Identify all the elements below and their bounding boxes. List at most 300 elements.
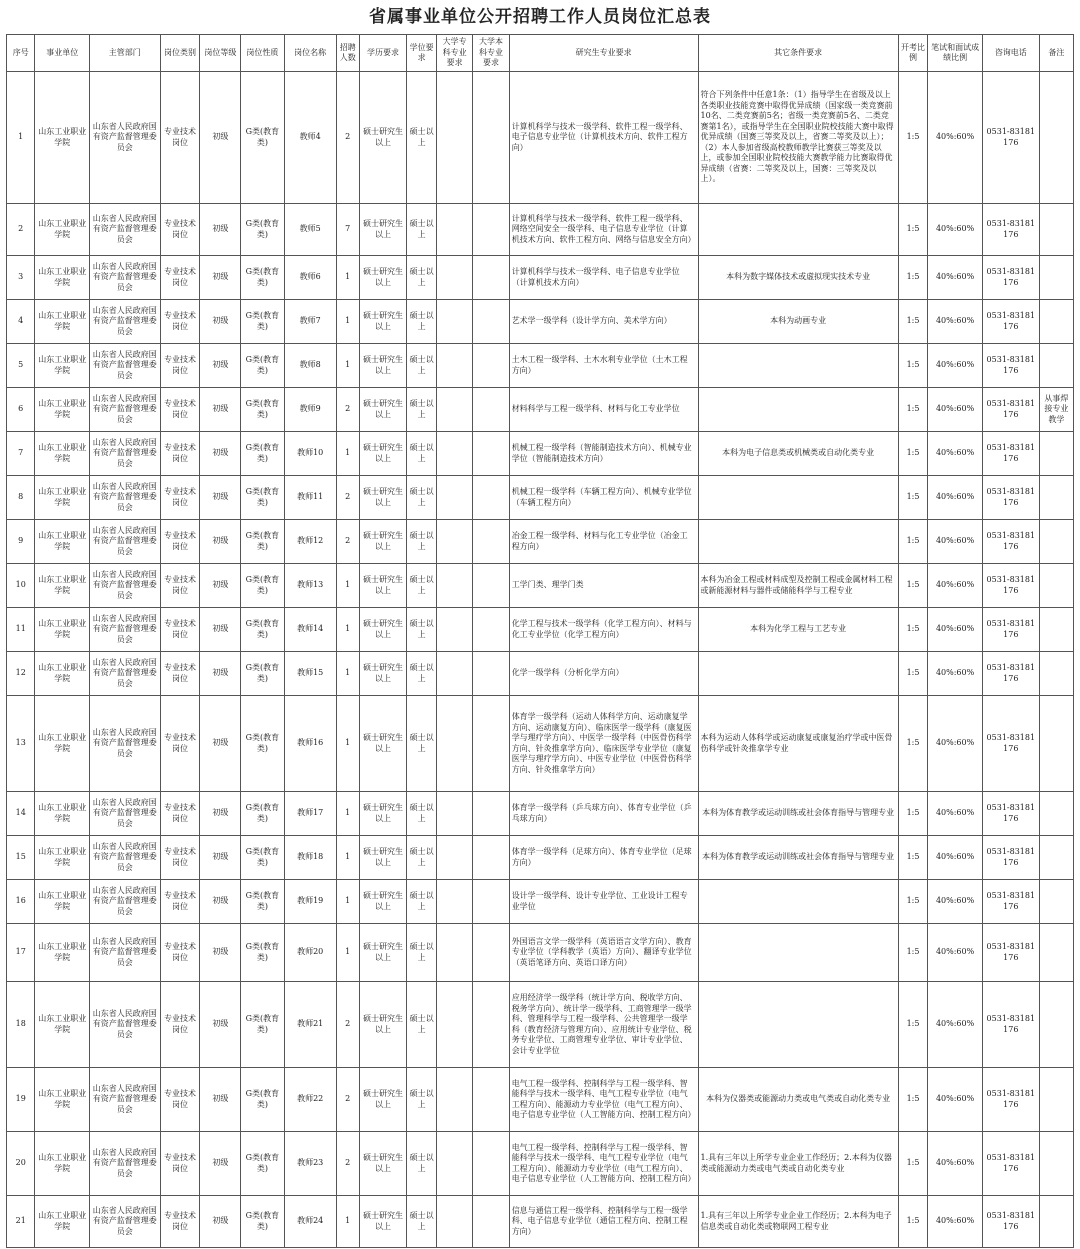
- cell-bachelor: [473, 1196, 509, 1248]
- cell-phone: 0531-83181176: [982, 1132, 1039, 1196]
- cell-score: 40%:60%: [928, 300, 983, 344]
- cell-level: 初级: [200, 256, 241, 300]
- cell-degree: 硕士以上: [407, 1068, 437, 1132]
- cell-note: [1039, 256, 1073, 300]
- cell-nature: G类(教育类): [241, 608, 284, 652]
- cell-category: 专业技术岗位: [160, 608, 200, 652]
- cell-nature: G类(教育类): [241, 72, 284, 204]
- cell-other: 本科为数字媒体技术或虚拟现实技术专业: [698, 256, 898, 300]
- cell-edu: 硕士研究生以上: [359, 792, 407, 836]
- cell-phone: 0531-83181176: [982, 564, 1039, 608]
- cell-grad: 计算机科学与技术一级学科、软件工程一级学科、网络空间安全一级学科、电子信息专业学位（计算机技术方向、软件工程方向、网络与信息安全方向）: [509, 204, 698, 256]
- cell-degree: 硕士以上: [407, 836, 437, 880]
- cell-count: 1: [336, 792, 359, 836]
- cell-note: [1039, 432, 1073, 476]
- cell-degree: 硕士以上: [407, 72, 437, 204]
- cell-ratio: 1:5: [898, 652, 928, 696]
- table-row: [7, 1132, 1074, 1196]
- cell-degree: 硕士以上: [407, 388, 437, 432]
- cell-edu: 硕士研究生以上: [359, 520, 407, 564]
- cell-level: 初级: [200, 388, 241, 432]
- cell-count: 2: [336, 72, 359, 204]
- cell-degree: 硕士以上: [407, 476, 437, 520]
- cell-bachelor: [473, 256, 509, 300]
- cell-category: 专业技术岗位: [160, 344, 200, 388]
- cell-grad: 信息与通信工程一级学科、控制科学与工程一级学科、电子信息专业学位（通信工程方向、控制工程方向）: [509, 1196, 698, 1248]
- table-row: [7, 72, 1074, 204]
- cell-name: 教师10: [284, 432, 336, 476]
- cell-phone: 0531-83181176: [982, 792, 1039, 836]
- cell-unit: 山东工业职业学院: [35, 520, 90, 564]
- cell-count: 2: [336, 388, 359, 432]
- cell-note: [1039, 1196, 1073, 1248]
- cell-grad: 外国语言文学一级学科（英语语言文学方向）、教育专业学位（学科教学（英语）方向）、翻译专业学位（英语笔译方向、英语口译方向）: [509, 924, 698, 982]
- cell-nature: G类(教育类): [241, 256, 284, 300]
- cell-score: 40%:60%: [928, 564, 983, 608]
- cell-phone: 0531-83181176: [982, 476, 1039, 520]
- cell-no: 12: [7, 652, 35, 696]
- cell-phone: 0531-83181176: [982, 652, 1039, 696]
- cell-grad: 设计学一级学科、设计专业学位、工业设计工程专业学位: [509, 880, 698, 924]
- cell-junior: [436, 608, 472, 652]
- cell-note: [1039, 652, 1073, 696]
- cell-phone: 0531-83181176: [982, 1068, 1039, 1132]
- cell-ratio: 1:5: [898, 608, 928, 652]
- cell-category: 专业技术岗位: [160, 982, 200, 1068]
- cell-unit: 山东工业职业学院: [35, 388, 90, 432]
- table-header-row: [7, 35, 1074, 72]
- cell-level: 初级: [200, 836, 241, 880]
- cell-grad: 冶金工程一级学科、材料与化工专业学位（冶金工程方向）: [509, 520, 698, 564]
- cell-bachelor: [473, 1132, 509, 1196]
- cell-phone: 0531-83181176: [982, 204, 1039, 256]
- cell-bachelor: [473, 880, 509, 924]
- cell-dept: 山东省人民政府国有资产监督管理委员会: [90, 608, 161, 652]
- cell-category: 专业技术岗位: [160, 792, 200, 836]
- cell-dept: 山东省人民政府国有资产监督管理委员会: [90, 300, 161, 344]
- cell-unit: 山东工业职业学院: [35, 432, 90, 476]
- cell-grad: 体育学一级学科（乒乓球方向）、体育专业学位（乒乓球方向）: [509, 792, 698, 836]
- table-row: [7, 476, 1074, 520]
- cell-nature: G类(教育类): [241, 1132, 284, 1196]
- cell-bachelor: [473, 652, 509, 696]
- cell-name: 教师22: [284, 1068, 336, 1132]
- cell-dept: 山东省人民政府国有资产监督管理委员会: [90, 1068, 161, 1132]
- cell-grad: 机械工程一级学科（车辆工程方向）、机械专业学位（车辆工程方向）: [509, 476, 698, 520]
- cell-score: 40%:60%: [928, 1132, 983, 1196]
- cell-bachelor: [473, 300, 509, 344]
- cell-count: 1: [336, 880, 359, 924]
- cell-nature: G类(教育类): [241, 564, 284, 608]
- cell-unit: 山东工业职业学院: [35, 982, 90, 1068]
- cell-score: 40%:60%: [928, 1068, 983, 1132]
- cell-score: 40%:60%: [928, 204, 983, 256]
- cell-category: 专业技术岗位: [160, 924, 200, 982]
- cell-other: [698, 204, 898, 256]
- cell-bachelor: [473, 72, 509, 204]
- cell-no: 14: [7, 792, 35, 836]
- cell-other: 1.具有三年以上所学专业企业工作经历；2.本科为电子信息类或自动化类或物联网工程专业: [698, 1196, 898, 1248]
- cell-score: 40%:60%: [928, 836, 983, 880]
- cell-junior: [436, 982, 472, 1068]
- cell-edu: 硕士研究生以上: [359, 300, 407, 344]
- cell-degree: 硕士以上: [407, 564, 437, 608]
- cell-name: 教师16: [284, 696, 336, 792]
- cell-edu: 硕士研究生以上: [359, 1132, 407, 1196]
- cell-nature: G类(教育类): [241, 792, 284, 836]
- cell-no: 21: [7, 1196, 35, 1248]
- cell-edu: 硕士研究生以上: [359, 1068, 407, 1132]
- cell-note: [1039, 836, 1073, 880]
- cell-ratio: 1:5: [898, 520, 928, 564]
- cell-category: 专业技术岗位: [160, 1196, 200, 1248]
- cell-ratio: 1:5: [898, 924, 928, 982]
- cell-unit: 山东工业职业学院: [35, 792, 90, 836]
- cell-phone: 0531-83181176: [982, 836, 1039, 880]
- cell-other: [698, 344, 898, 388]
- cell-count: 1: [336, 696, 359, 792]
- cell-nature: G类(教育类): [241, 432, 284, 476]
- cell-degree: 硕士以上: [407, 652, 437, 696]
- column-header: 事业单位: [35, 35, 90, 72]
- cell-bachelor: [473, 344, 509, 388]
- cell-name: 教师13: [284, 564, 336, 608]
- cell-other: 本科为体育教学或运动训练或社会体育指导与管理专业: [698, 836, 898, 880]
- cell-unit: 山东工业职业学院: [35, 564, 90, 608]
- cell-note: [1039, 564, 1073, 608]
- cell-dept: 山东省人民政府国有资产监督管理委员会: [90, 1196, 161, 1248]
- cell-edu: 硕士研究生以上: [359, 696, 407, 792]
- cell-note: [1039, 300, 1073, 344]
- cell-other: 1.具有三年以上所学专业企业工作经历；2.本科为仪器类或能源动力类或电气类或自动化类专业: [698, 1132, 898, 1196]
- cell-name: 教师20: [284, 924, 336, 982]
- cell-count: 1: [336, 924, 359, 982]
- table-row: [7, 564, 1074, 608]
- cell-level: 初级: [200, 300, 241, 344]
- cell-ratio: 1:5: [898, 432, 928, 476]
- cell-junior: [436, 792, 472, 836]
- cell-dept: 山东省人民政府国有资产监督管理委员会: [90, 836, 161, 880]
- cell-grad: 土木工程一级学科、土木水利专业学位（土木工程方向）: [509, 344, 698, 388]
- cell-junior: [436, 1068, 472, 1132]
- cell-category: 专业技术岗位: [160, 880, 200, 924]
- cell-unit: 山东工业职业学院: [35, 836, 90, 880]
- cell-edu: 硕士研究生以上: [359, 1196, 407, 1248]
- cell-ratio: 1:5: [898, 344, 928, 388]
- cell-level: 初级: [200, 1196, 241, 1248]
- cell-nature: G类(教育类): [241, 300, 284, 344]
- cell-phone: 0531-83181176: [982, 982, 1039, 1068]
- table-row: [7, 652, 1074, 696]
- cell-category: 专业技术岗位: [160, 72, 200, 204]
- cell-nature: G类(教育类): [241, 344, 284, 388]
- cell-grad: 电气工程一级学科、控制科学与工程一级学科、智能科学与技术一级学科、电气工程专业学位（电气工程方向）、能源动力专业学位（电气工程方向）、电子信息专业学位（人工智能方向、控制工程方向）: [509, 1068, 698, 1132]
- cell-count: 2: [336, 982, 359, 1068]
- cell-level: 初级: [200, 72, 241, 204]
- cell-degree: 硕士以上: [407, 300, 437, 344]
- cell-ratio: 1:5: [898, 982, 928, 1068]
- cell-name: 教师21: [284, 982, 336, 1068]
- cell-degree: 硕士以上: [407, 432, 437, 476]
- table-row: [7, 880, 1074, 924]
- cell-category: 专业技术岗位: [160, 388, 200, 432]
- cell-name: 教师11: [284, 476, 336, 520]
- table-row: [7, 924, 1074, 982]
- cell-ratio: 1:5: [898, 256, 928, 300]
- cell-degree: 硕士以上: [407, 204, 437, 256]
- cell-name: 教师6: [284, 256, 336, 300]
- cell-level: 初级: [200, 696, 241, 792]
- table-row: [7, 432, 1074, 476]
- cell-score: 40%:60%: [928, 982, 983, 1068]
- cell-ratio: 1:5: [898, 476, 928, 520]
- cell-junior: [436, 520, 472, 564]
- cell-dept: 山东省人民政府国有资产监督管理委员会: [90, 388, 161, 432]
- cell-nature: G类(教育类): [241, 476, 284, 520]
- cell-degree: 硕士以上: [407, 924, 437, 982]
- cell-score: 40%:60%: [928, 652, 983, 696]
- cell-edu: 硕士研究生以上: [359, 432, 407, 476]
- cell-note: [1039, 792, 1073, 836]
- cell-edu: 硕士研究生以上: [359, 880, 407, 924]
- cell-no: 2: [7, 204, 35, 256]
- cell-junior: [436, 836, 472, 880]
- cell-note: [1039, 72, 1073, 204]
- cell-phone: 0531-83181176: [982, 344, 1039, 388]
- cell-no: 6: [7, 388, 35, 432]
- cell-name: 教师7: [284, 300, 336, 344]
- table-row: [7, 608, 1074, 652]
- cell-no: 4: [7, 300, 35, 344]
- cell-junior: [436, 564, 472, 608]
- column-header: 学历要求: [359, 35, 407, 72]
- cell-bachelor: [473, 564, 509, 608]
- cell-junior: [436, 72, 472, 204]
- table-row: [7, 1196, 1074, 1248]
- cell-no: 9: [7, 520, 35, 564]
- page-title: 省属事业单位公开招聘工作人员岗位汇总表: [369, 7, 711, 27]
- cell-bachelor: [473, 204, 509, 256]
- cell-count: 2: [336, 1132, 359, 1196]
- cell-no: 8: [7, 476, 35, 520]
- cell-level: 初级: [200, 204, 241, 256]
- cell-ratio: 1:5: [898, 564, 928, 608]
- cell-dept: 山东省人民政府国有资产监督管理委员会: [90, 344, 161, 388]
- column-header: 研究生专业要求: [509, 35, 698, 72]
- cell-level: 初级: [200, 564, 241, 608]
- column-header: 岗位性质: [241, 35, 284, 72]
- cell-ratio: 1:5: [898, 1196, 928, 1248]
- cell-phone: 0531-83181176: [982, 256, 1039, 300]
- cell-name: 教师17: [284, 792, 336, 836]
- cell-no: 7: [7, 432, 35, 476]
- cell-other: [698, 924, 898, 982]
- cell-dept: 山东省人民政府国有资产监督管理委员会: [90, 520, 161, 564]
- cell-degree: 硕士以上: [407, 792, 437, 836]
- cell-junior: [436, 924, 472, 982]
- cell-level: 初级: [200, 924, 241, 982]
- cell-bachelor: [473, 836, 509, 880]
- cell-bachelor: [473, 388, 509, 432]
- cell-other: [698, 982, 898, 1068]
- cell-other: 符合下列条件中任意1条：（1）指导学生在省级及以上各类职业技能竞赛中取得优异成绩（国家级一类竞赛前10名、二类竞赛前5名；省级一类竞赛前5名、二类竞赛第1名），或指导学生在全国职业院校技能大赛中取得优异成绩（国赛三等奖及以上，省赛二等奖及以上）；（2）本人参加省级高校教师教学比赛获三等奖及以上，或参加全国职业院校技能大赛教学能力比赛取得优异成绩（省赛：二等奖及以上，国赛：三等奖及以上）。: [698, 72, 898, 204]
- cell-bachelor: [473, 792, 509, 836]
- cell-count: 2: [336, 476, 359, 520]
- column-header: 序号: [7, 35, 35, 72]
- column-header: 岗位类别: [160, 35, 200, 72]
- cell-name: 教师15: [284, 652, 336, 696]
- cell-category: 专业技术岗位: [160, 476, 200, 520]
- cell-no: 15: [7, 836, 35, 880]
- cell-unit: 山东工业职业学院: [35, 1196, 90, 1248]
- cell-no: 18: [7, 982, 35, 1068]
- cell-dept: 山东省人民政府国有资产监督管理委员会: [90, 564, 161, 608]
- cell-nature: G类(教育类): [241, 924, 284, 982]
- table-row: [7, 982, 1074, 1068]
- table-row: [7, 1068, 1074, 1132]
- cell-dept: 山东省人民政府国有资产监督管理委员会: [90, 982, 161, 1068]
- cell-edu: 硕士研究生以上: [359, 344, 407, 388]
- cell-unit: 山东工业职业学院: [35, 204, 90, 256]
- cell-score: 40%:60%: [928, 520, 983, 564]
- cell-name: 教师12: [284, 520, 336, 564]
- column-header: 咨询电话: [982, 35, 1039, 72]
- cell-note: [1039, 608, 1073, 652]
- column-header: 其它条件要求: [698, 35, 898, 72]
- cell-edu: 硕士研究生以上: [359, 564, 407, 608]
- cell-grad: 计算机科学与技术一级学科、电子信息专业学位（计算机技术方向）: [509, 256, 698, 300]
- table-row: [7, 836, 1074, 880]
- cell-nature: G类(教育类): [241, 1196, 284, 1248]
- cell-name: 教师4: [284, 72, 336, 204]
- table-row: [7, 520, 1074, 564]
- cell-note: [1039, 696, 1073, 792]
- cell-other: 本科为运动人体科学或运动康复或康复治疗学或中医骨伤科学或针灸推拿学专业: [698, 696, 898, 792]
- cell-nature: G类(教育类): [241, 696, 284, 792]
- table-row: [7, 344, 1074, 388]
- cell-edu: 硕士研究生以上: [359, 476, 407, 520]
- cell-nature: G类(教育类): [241, 982, 284, 1068]
- cell-category: 专业技术岗位: [160, 836, 200, 880]
- cell-ratio: 1:5: [898, 792, 928, 836]
- cell-count: 1: [336, 1196, 359, 1248]
- cell-degree: 硕士以上: [407, 1132, 437, 1196]
- cell-name: 教师9: [284, 388, 336, 432]
- cell-category: 专业技术岗位: [160, 652, 200, 696]
- cell-count: 7: [336, 204, 359, 256]
- column-header: 岗位名称: [284, 35, 336, 72]
- cell-no: 10: [7, 564, 35, 608]
- cell-count: 1: [336, 256, 359, 300]
- cell-unit: 山东工业职业学院: [35, 344, 90, 388]
- column-header: 岗位等级: [200, 35, 241, 72]
- cell-ratio: 1:5: [898, 1068, 928, 1132]
- cell-degree: 硕士以上: [407, 344, 437, 388]
- cell-nature: G类(教育类): [241, 388, 284, 432]
- cell-ratio: 1:5: [898, 388, 928, 432]
- cell-dept: 山东省人民政府国有资产监督管理委员会: [90, 256, 161, 300]
- cell-score: 40%:60%: [928, 344, 983, 388]
- column-header: 主管部门: [90, 35, 161, 72]
- cell-dept: 山东省人民政府国有资产监督管理委员会: [90, 72, 161, 204]
- cell-note: [1039, 1132, 1073, 1196]
- cell-degree: 硕士以上: [407, 880, 437, 924]
- cell-phone: 0531-83181176: [982, 300, 1039, 344]
- cell-category: 专业技术岗位: [160, 1132, 200, 1196]
- cell-junior: [436, 1132, 472, 1196]
- table-row: [7, 792, 1074, 836]
- cell-grad: 体育学一级学科（运动人体科学方向、运动康复学方向、运动康复方向）、临床医学一级学科（康复医学与理疗学方向）、中医学一级学科（中医骨伤科学方向、针灸推拿学方向）、临床医学专业学位（康复医学与理疗学方向）、中医专业学位（中医骨伤科学方向、针灸推拿学方向）: [509, 696, 698, 792]
- cell-junior: [436, 1196, 472, 1248]
- cell-bachelor: [473, 608, 509, 652]
- cell-ratio: 1:5: [898, 300, 928, 344]
- cell-junior: [436, 256, 472, 300]
- cell-edu: 硕士研究生以上: [359, 256, 407, 300]
- cell-unit: 山东工业职业学院: [35, 256, 90, 300]
- cell-score: 40%:60%: [928, 388, 983, 432]
- cell-grad: 机械工程一级学科（智能制造技术方向）、机械专业学位（智能制造技术方向）: [509, 432, 698, 476]
- cell-other: 本科为冶金工程或材料成型及控制工程或金属材料工程或新能源材料与器件或储能科学与工程专业: [698, 564, 898, 608]
- cell-other: 本科为化学工程与工艺专业: [698, 608, 898, 652]
- cell-unit: 山东工业职业学院: [35, 696, 90, 792]
- cell-note: [1039, 344, 1073, 388]
- cell-phone: 0531-83181176: [982, 520, 1039, 564]
- cell-dept: 山东省人民政府国有资产监督管理委员会: [90, 792, 161, 836]
- cell-level: 初级: [200, 1132, 241, 1196]
- cell-no: 16: [7, 880, 35, 924]
- cell-other: [698, 476, 898, 520]
- cell-score: 40%:60%: [928, 696, 983, 792]
- cell-edu: 硕士研究生以上: [359, 388, 407, 432]
- cell-level: 初级: [200, 982, 241, 1068]
- cell-unit: 山东工业职业学院: [35, 924, 90, 982]
- cell-score: 40%:60%: [928, 476, 983, 520]
- cell-level: 初级: [200, 880, 241, 924]
- column-header: 大学本科专业要求: [473, 35, 509, 72]
- cell-grad: 工学门类、理学门类: [509, 564, 698, 608]
- cell-level: 初级: [200, 432, 241, 476]
- table-row: [7, 256, 1074, 300]
- column-header: 招聘人数: [336, 35, 359, 72]
- cell-category: 专业技术岗位: [160, 432, 200, 476]
- cell-other: 本科为体育教学或运动训练或社会体育指导与管理专业: [698, 792, 898, 836]
- cell-junior: [436, 696, 472, 792]
- cell-note: [1039, 982, 1073, 1068]
- cell-ratio: 1:5: [898, 72, 928, 204]
- cell-nature: G类(教育类): [241, 1068, 284, 1132]
- cell-score: 40%:60%: [928, 608, 983, 652]
- cell-phone: 0531-83181176: [982, 924, 1039, 982]
- cell-edu: 硕士研究生以上: [359, 608, 407, 652]
- column-header: 大学专科专业要求: [436, 35, 472, 72]
- cell-nature: G类(教育类): [241, 520, 284, 564]
- cell-other: [698, 652, 898, 696]
- cell-ratio: 1:5: [898, 836, 928, 880]
- cell-dept: 山东省人民政府国有资产监督管理委员会: [90, 432, 161, 476]
- positions-table: [6, 34, 1074, 1248]
- cell-bachelor: [473, 1068, 509, 1132]
- cell-level: 初级: [200, 1068, 241, 1132]
- cell-grad: 电气工程一级学科、控制科学与工程一级学科、智能科学与技术一级学科、电气工程专业学位（电气工程方向）、能源动力专业学位（电气工程方向）、电子信息专业学位（人工智能方向、控制工程方向）: [509, 1132, 698, 1196]
- cell-note: [1039, 476, 1073, 520]
- cell-score: 40%:60%: [928, 924, 983, 982]
- cell-no: 20: [7, 1132, 35, 1196]
- cell-unit: 山东工业职业学院: [35, 1068, 90, 1132]
- cell-count: 1: [336, 652, 359, 696]
- cell-unit: 山东工业职业学院: [35, 300, 90, 344]
- cell-edu: 硕士研究生以上: [359, 982, 407, 1068]
- cell-unit: 山东工业职业学院: [35, 880, 90, 924]
